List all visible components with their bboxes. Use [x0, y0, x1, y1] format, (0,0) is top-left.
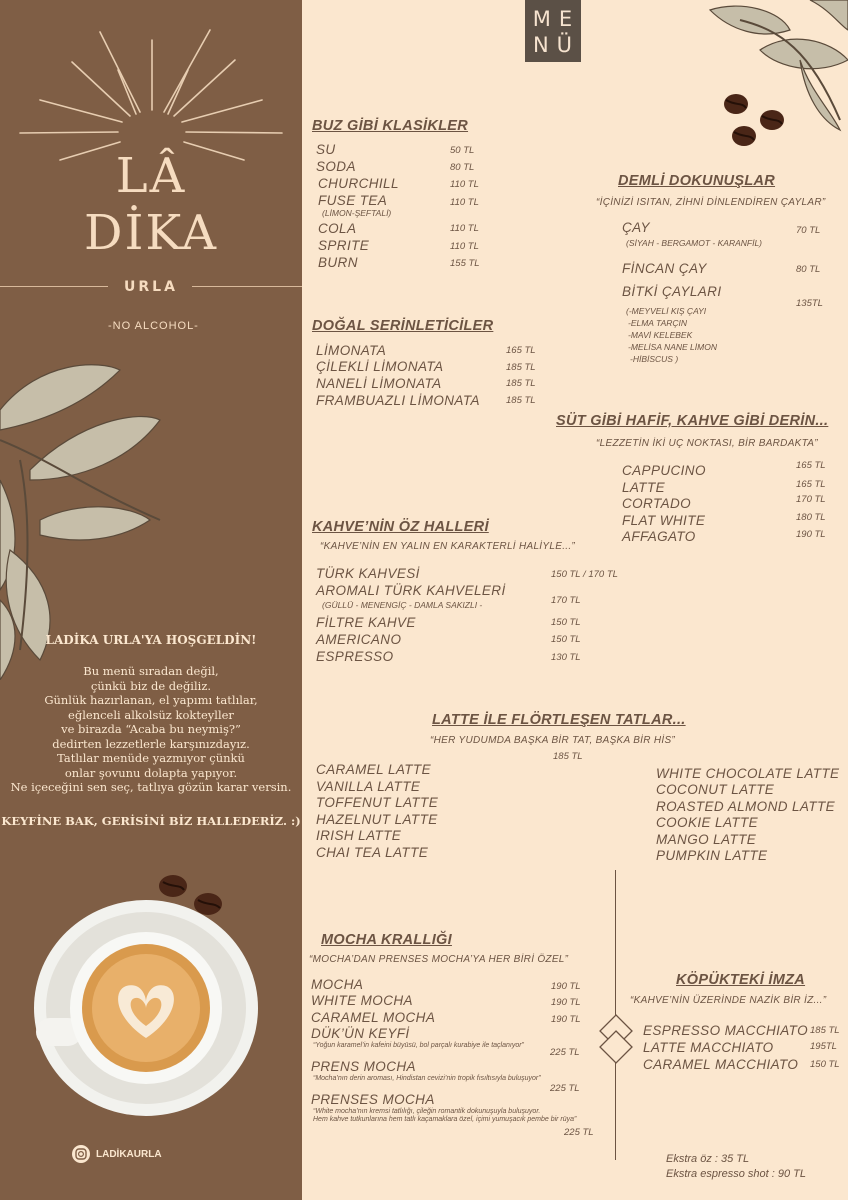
menu-item: ESPRESSO: [316, 649, 394, 664]
menu-price: 225 TL: [550, 1047, 580, 1058]
menu-price: 170 TL: [796, 494, 826, 505]
menu-item: COCONUT LATTE: [656, 782, 775, 797]
menu-item-note: -MELİSA NANE LİMON: [628, 342, 717, 352]
menu-price: 185 TL: [506, 395, 536, 406]
menu-item: NANELİ LİMONATA: [316, 376, 442, 391]
menu-price: 80 TL: [450, 162, 475, 173]
menu-price: 170 TL: [551, 595, 581, 606]
menu-item: MANGO LATTE: [656, 832, 757, 847]
menu-item: CORTADO: [622, 496, 692, 511]
menu-item: SODA: [316, 159, 356, 174]
menu-price: 190 TL: [551, 981, 581, 992]
menu-item-note: (GÜLLÜ - MENENGİÇ - DAMLA SAKIZLI -: [322, 600, 483, 610]
menu-price: 225 TL: [550, 1083, 580, 1094]
menu-item-desc: “White mocha’nın kremsi tatlılığı, çileğin romantik dokunuşuyla buluşuyor.: [313, 1108, 541, 1115]
menu-price: 225 TL: [564, 1127, 594, 1138]
section-subtitle: “KAHVE’NİN EN YALIN EN KARAKTERLİ HALİYLE...”: [320, 541, 576, 552]
menu-item: MOCHA: [311, 977, 364, 992]
menu-price: 110 TL: [450, 197, 479, 208]
menu-item: BURN: [318, 255, 358, 270]
menu-item: WHITE MOCHA: [311, 993, 413, 1008]
section-title-dogal: DOĞAL SERİNLETİCİLER: [312, 318, 494, 334]
menu-price: 165 TL: [796, 460, 826, 471]
menu-item: AFFAGATO: [622, 529, 696, 544]
menu-price: 110 TL: [450, 241, 479, 252]
section-title-kahve: KAHVE’NİN ÖZ HALLERİ: [312, 519, 489, 535]
menu-price: 155 TL: [450, 258, 480, 269]
menu-item: DÜK’ÜN KEYFİ: [311, 1026, 410, 1041]
menu-price: 150 TL: [551, 634, 581, 645]
menu-item: HAZELNUT LATTE: [316, 812, 438, 827]
menu-item: LATTE: [622, 480, 666, 495]
menu-price: 180 TL: [796, 512, 826, 523]
menu-price: 195TL: [810, 1041, 837, 1052]
divider: [192, 286, 302, 287]
section-title-latte: LATTE İLE FLÖRTLEŞEN TATLAR...: [432, 712, 686, 728]
welcome-motto: KEYFİNE BAK, GERİSİNİ BİZ HALLEDERİZ. :): [1, 814, 301, 828]
menu-item: PRENSES MOCHA: [311, 1092, 435, 1107]
section-subtitle: “HER YUDUMDA BAŞKA BİR TAT, BAŞKA BİR HİS”: [430, 735, 676, 746]
menu-price: 150 TL / 170 TL: [551, 569, 618, 580]
menu-item-desc: “Yoğun karamel’in kafeini büyüsü, bol parçalı kurabiye ile taçlanıyor”: [313, 1042, 524, 1049]
menu-item: AROMALI TÜRK KAHVELERİ: [316, 583, 506, 598]
section-subtitle: “İÇİNİZİ ISITAN, ZİHNİ DİNLENDİREN ÇAYLAR”: [596, 197, 826, 208]
menu-price: 185 TL: [506, 362, 536, 373]
menu-item-note: -MAVİ KELEBEK: [628, 330, 693, 340]
no-alcohol-label: -NO ALCOHOL-: [108, 320, 199, 332]
diamond-ornament-icon: [598, 1013, 634, 1065]
menu-item: ÇAY: [622, 220, 650, 235]
menu-item: FİNCAN ÇAY: [622, 261, 707, 276]
extra-note: Ekstra öz : 35 TL: [666, 1153, 750, 1165]
menu-item: ESPRESSO MACCHIATO: [643, 1023, 808, 1038]
menu-price: 110 TL: [450, 179, 479, 190]
extra-note: Ekstra espresso shot : 90 TL: [666, 1168, 807, 1180]
menu-item: CHAI TEA LATTE: [316, 845, 429, 860]
menu-item-desc: Hem kahve tutkunlarına hem tatlı kaçamaklara özel, içimi yumuşacık pembe bir rüya”: [313, 1116, 577, 1123]
menu-item: COLA: [318, 221, 357, 236]
menu-item: SU: [316, 142, 336, 157]
menu-item-note: (-MEYVELİ KIŞ ÇAYI: [626, 306, 707, 316]
section-title-buz: BUZ GİBİ KLASİKLER: [312, 118, 469, 134]
menu-price: 190 TL: [551, 1014, 581, 1025]
location-label: URLA: [124, 279, 178, 295]
menu-item: AMERICANO: [316, 632, 402, 647]
menu-item: LİMONATA: [316, 343, 387, 358]
leaf-illustration-icon: [700, 0, 848, 160]
section-subtitle: “LEZZETİN İKİ UÇ NOKTASI, BİR BARDAKTA”: [596, 438, 818, 449]
menu-item: CAPPUCINO: [622, 463, 706, 478]
menu-price: 135TL: [796, 298, 823, 309]
logo-line-1: LÂ: [115, 148, 187, 204]
section-title-demli: DEMLİ DOKUNUŞLAR: [618, 173, 776, 189]
left-panel: [0, 0, 302, 1200]
menu-item: IRISH LATTE: [316, 828, 402, 843]
instagram-handle[interactable]: LADİKAURLA: [72, 1145, 162, 1163]
leaf-illustration-icon: [0, 350, 170, 680]
menu-item: CARAMEL LATTE: [316, 762, 431, 777]
menu-price: 165 TL: [506, 345, 536, 356]
menu-item: CHURCHILL: [318, 176, 399, 191]
menu-item: FİLTRE KAHVE: [316, 615, 416, 630]
section-title-kopuk: KÖPÜKTEKİ İMZA: [676, 972, 806, 988]
menu-item: FRAMBUAZLI LİMONATA: [316, 393, 480, 408]
menu-item-desc: “Mocha’nın derin aroması, Hindistan cevizi’nin tropik fısıltısıyla buluşuyor”: [313, 1075, 541, 1082]
divider: [0, 286, 108, 287]
coffee-cup-icon: [28, 868, 268, 1118]
menu-item: CARAMEL MOCHA: [311, 1010, 436, 1025]
menu-item: FLAT WHITE: [622, 513, 706, 528]
welcome-text: Bu menü sıradan değil, çünkü biz de değiliz. Günlük hazırlanan, el yapımı tatlılar, eğlenceli alkolsüz kokteyller ve birazda “Acaba bu neymiş?” dedirten lezzetlerle karşınızdayız. Tatlılar menüde yazmıyor çünkü onlar şovunu dolapta yapıyor. Ne içeceğini sen seç, tatlıya gözün karar versin.: [10, 664, 292, 794]
menu-price: 190 TL: [796, 529, 826, 540]
menu-item: PUMPKIN LATTE: [656, 848, 768, 863]
menu-item: VANILLA LATTE: [316, 779, 421, 794]
menu-item: PRENS MOCHA: [311, 1059, 416, 1074]
menu-price: 165 TL: [796, 479, 826, 490]
section-title-mocha: MOCHA KRALLIĞI: [321, 932, 452, 948]
menu-price: 80 TL: [796, 264, 821, 275]
menu-price: 190 TL: [551, 997, 581, 1008]
menu-item-note: -ELMA TARÇIN: [628, 318, 688, 328]
logo-line-2: DİKA: [83, 205, 219, 261]
menu-price: 150 TL: [551, 617, 581, 628]
menu-price: 70 TL: [796, 225, 821, 236]
menu-item: SPRITE: [318, 238, 370, 253]
welcome-title: LADİKA URLA'YA HOŞGELDİN!: [45, 633, 257, 647]
menu-price: 150 TL: [810, 1059, 840, 1070]
menu-item: WHITE CHOCOLATE LATTE: [656, 766, 840, 781]
menu-item: BİTKİ ÇAYLARI: [622, 284, 722, 299]
menu-item: COOKIE LATTE: [656, 815, 759, 830]
menu-item-note: -HİBİSCUS ): [630, 354, 679, 364]
menu-item: ÇİLEKLİ LİMONATA: [316, 359, 444, 374]
menu-item: ROASTED ALMOND LATTE: [656, 799, 836, 814]
menu-price: 185 TL: [506, 378, 536, 389]
menu-price: 185 TL: [553, 751, 583, 762]
menu-price: 110 TL: [450, 223, 479, 234]
menu-price: 130 TL: [551, 652, 581, 663]
section-subtitle: “KAHVE’NİN ÜZERİNDE NAZİK BİR İZ...”: [630, 995, 827, 1006]
menu-item: TOFFENUT LATTE: [316, 795, 439, 810]
menu-item-note: (SİYAH - BERGAMOT - KARANFİL): [626, 238, 763, 248]
instagram-icon: [72, 1145, 90, 1163]
menu-price: 185 TL: [810, 1025, 840, 1036]
menu-badge: ME NÜ: [525, 0, 581, 62]
section-title-sut: SÜT GİBİ HAFİF, KAHVE GİBİ DERİN...: [556, 413, 829, 429]
menu-item: LATTE MACCHIATO: [643, 1040, 774, 1055]
menu-item-note: (LİMON-ŞEFTALİ): [322, 208, 392, 218]
menu-item: TÜRK KAHVESİ: [316, 566, 420, 581]
section-subtitle: “MOCHA’DAN PRENSES MOCHA’YA HER BİRİ ÖZEL”: [309, 954, 569, 965]
menu-item: FUSE TEA: [318, 193, 388, 208]
menu-price: 50 TL: [450, 145, 475, 156]
menu-item: CARAMEL MACCHIATO: [643, 1057, 799, 1072]
